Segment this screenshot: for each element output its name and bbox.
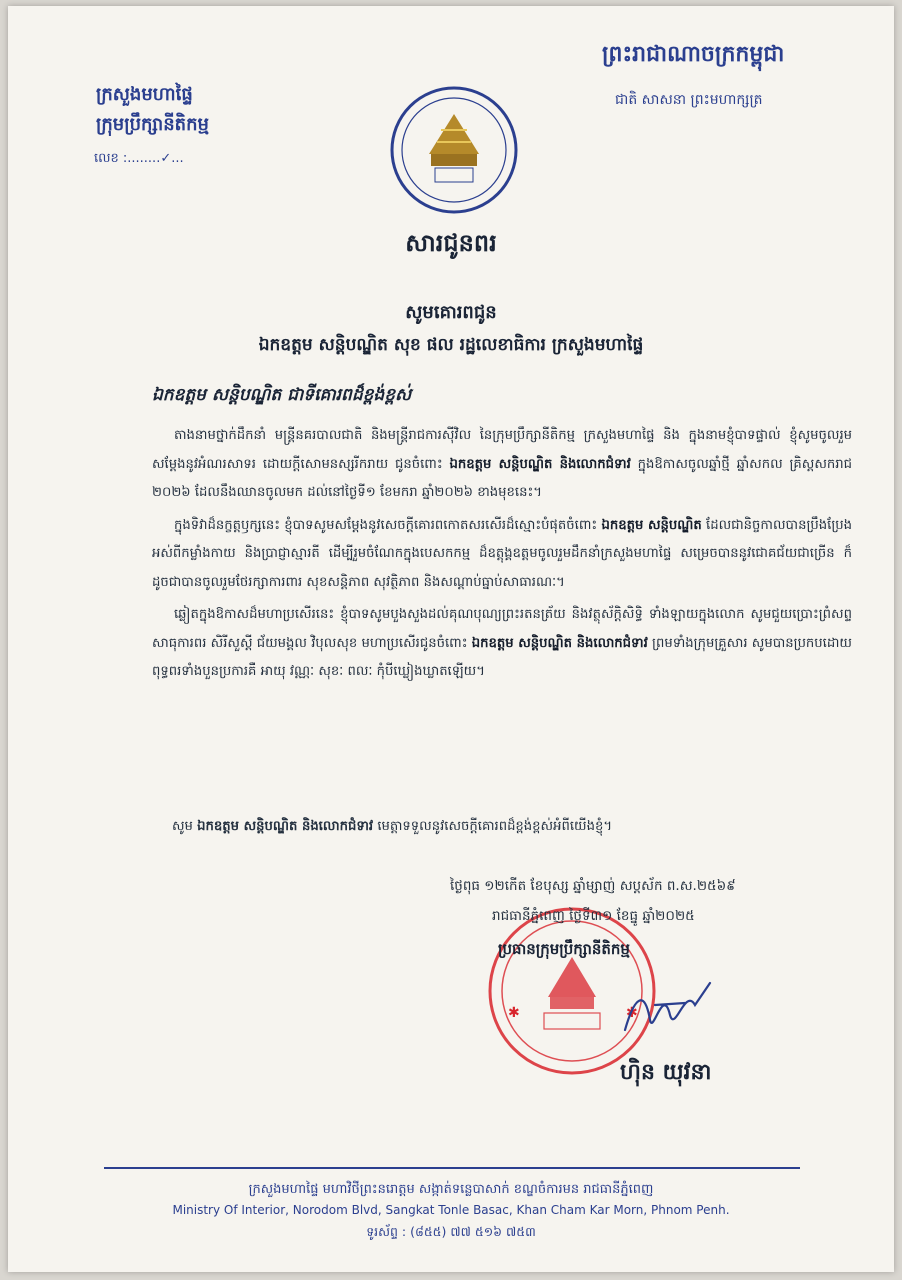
svg-text:✱: ✱: [626, 1005, 638, 1021]
paragraph-3: [152, 601, 852, 687]
kingdom-heading: ព្រះរាជាណាចក្រកម្ពុជា: [602, 42, 785, 67]
closing-honorific: ឯកឧត្តម សន្តិបណ្ឌិត និងលោកជំទាវ: [197, 819, 374, 834]
p1-text-a: តាងនាមថ្នាក់ដឹកនាំ មន្ត្រីនគរបាលជាតិ និងមន្ត្រីរាជការស៊ីវិល នៃក្រុមប្រឹក្សានីតិកម្ម ក្រសួងមហាផ្ទៃ និង ក្នុងនាមខ្ញុំបាទផ្ទាល់ ខ្ញុំសូមចូលរួមសម្តែងនូវអំណរសាទរ ដោយក្តីសោមនស្សរីករាយ ជូនចំពោះ: [152, 428, 852, 472]
p1-text-c: ក្នុងឱកាសចូលឆ្នាំថ្មី ឆ្នាំសកល គ្រិស្តសករាជ ២០២៦ ដែលនឹងឈានចូលមក ដល់នៅថ្ងៃទី១ ខែមករា ឆ្នាំ២០២៦ ខាងមុខនេះ។: [152, 456, 852, 500]
ministry-heading: [96, 80, 209, 140]
p3-text-a: ឆ្លៀតក្នុងឱកាសដ៏មហាប្រសើរនេះ ខ្ញុំបាទសូមបួងសួងដល់គុណបុណ្យព្រះរតនត្រ័យ និងវត្ថុស័ក្តិសិទ្ធិ ទាំងឡាយក្នុងលោក សូមជួយប្រោះព្រំសព្ទសាធុការពរ សិរីសួស្តី ជ័យមង្គល វិបុលសុខ មហាប្រសើរជូនចំពោះ: [152, 607, 852, 651]
letter-title: សារជូនពរ: [405, 229, 497, 257]
footer-address-khmer: ក្រសួងមហាផ្ទៃ មហាវិថីព្រះនរោត្តម សង្កាត់ទន្លេបាសាក់ ខណ្ឌចំការមន រាជធានីភ្នំពេញ: [248, 1182, 654, 1197]
paragraph-1: [152, 422, 852, 508]
addressee-name: ឯកឧត្តម សន្តិបណ្ឌិត សុខ ផល រដ្ឋលេខាធិការ ក្រសួងមហាផ្ទៃ: [258, 335, 644, 355]
reference-number: លេខ :........✓...: [94, 151, 184, 166]
salutation: ឯកឧត្តម សន្តិបណ្ឌិត ជាទីគោរពដ៏ខ្ពង់ខ្ពស់: [152, 385, 412, 405]
p3-text-c: ព្រមទាំងក្រុមគ្រួសារ សូមបានប្រកបដោយពុទ្ធពរទាំងបួនប្រការគឺ អាយុ វណ្ណៈ សុខៈ ពលៈ កុំបីឃ្លៀងឃ្លាតឡើយ។: [152, 635, 852, 679]
department-name: ក្រុមប្រឹក្សានីតិកម្ម: [96, 114, 209, 135]
p3-honorific: ឯកឧត្តម សន្តិបណ្ឌិត និងលោកជំទាវ: [471, 635, 648, 651]
national-motto: ជាតិ សាសនា ព្រះមហាក្សត្រ: [615, 92, 763, 108]
svg-text:✱: ✱: [508, 1005, 520, 1021]
p2-text-c: ដែលជានិច្ចកាលបានប្រឹងប្រែងអស់ពីកម្លាំងកាយ និងប្រាជ្ញាស្មារតី ដើម្បីរួមចំណែកក្នុងបេសកកម្ម ដ៏ឧត្តុង្គឧត្តមចូលរួមដឹកនាំក្រសួងមហាផ្ទៃ សម្រេចបាននូវជោគជ័យជាច្រើន ក៏ដូចជាបានចូលរួមថែរក្សាការពារ សុខសន្តិភាព សុវត្ថិភាព និងសណ្តាប់ធ្នាប់សាធារណៈ។: [152, 517, 852, 590]
closing-text-c: មេត្តាទទួលនូវសេចក្តីគោរពដ៏ខ្ពង់ខ្ពស់អំពីយើងខ្ញុំ។: [377, 819, 613, 834]
paragraph-2: [152, 512, 852, 598]
solar-date: រាជធានីភ្នំពេញ ថ្ងៃទី៣១ ខែធ្នូ ឆ្នាំ២០២៥: [492, 908, 695, 924]
lunar-date: ថ្ងៃពុធ ១២កើត ខែបុស្ស ឆ្នាំម្សាញ់ សប្តស័ក ព.ស.២៥៦៩: [450, 878, 736, 894]
footer-divider: [104, 1167, 800, 1169]
handwritten-signature: [615, 975, 725, 1049]
ministry-name: ក្រសួងមហាផ្ទៃ: [96, 84, 193, 105]
addressee-line: សូមគោរពជូន: [405, 302, 497, 323]
signatory-title: ប្រធានក្រុមប្រឹក្សានីតិកម្ម: [498, 940, 630, 958]
letter-body: [152, 422, 852, 691]
footer-address-english: Ministry Of Interior, Norodom Blvd, Sangkat Tonle Basac, Khan Cham Kar Morn, Phnom Penh.: [172, 1203, 730, 1217]
signatory-name: ហ៊ិន យុវនា: [620, 1060, 712, 1085]
footer-phone: ទូរស័ព្ទ : (៨៥៥) ៧៧ ៥១៦ ៧៥៣: [366, 1224, 536, 1239]
p1-honorific: ឯកឧត្តម សន្តិបណ្ឌិត និងលោកជំទាវ: [449, 456, 631, 472]
p2-honorific: ឯកឧត្តម សន្តិបណ្ឌិត: [601, 517, 702, 533]
closing-line: [172, 818, 612, 837]
closing-text-a: សូម: [172, 819, 193, 834]
p2-text-a: ក្នុងទិវាដ៏នក្ខត្តឫក្សនេះ ខ្ញុំបាទសូមសម្តែងនូវសេចក្តីគោរពកោតសរសើរដ៏ស្មោះបំផុតចំពោះ: [174, 517, 598, 533]
ministry-seal-emblem: [385, 84, 523, 220]
